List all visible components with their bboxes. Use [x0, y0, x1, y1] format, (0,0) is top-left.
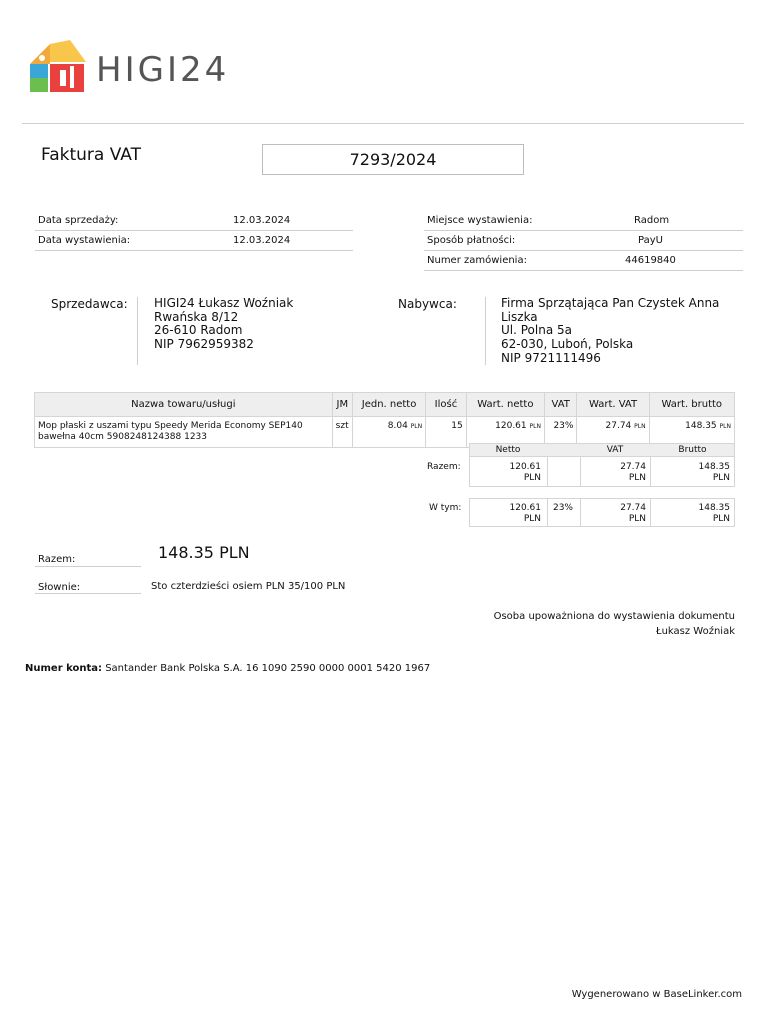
summary-total-net-value: 120.61 [509, 462, 541, 472]
logo-mark-icon [28, 36, 98, 96]
buyer-city: 62-030, Luboń, Polska [501, 337, 634, 352]
col-vat-header: VAT [544, 393, 577, 417]
issue-date-row [35, 231, 353, 251]
item-name: Mop płaski z uszami typu Speedy Merida Economy SEP140 bawełna 40cm 5908248124388 1233 [35, 417, 333, 448]
payment-method-value: PayU [638, 235, 663, 246]
header-divider [22, 123, 744, 124]
summary-breakdown-label: W tym: [429, 503, 462, 513]
seller-street: Rwańska 8/12 [154, 309, 239, 324]
currency-label: PLN [712, 514, 730, 524]
currency-label: PLN [523, 473, 541, 483]
currency-label: PLN [634, 423, 646, 430]
summary-total-gross [650, 462, 730, 484]
seller-name: HIGI24 Łukasz Woźniak [154, 296, 294, 310]
logo-wordmark: HIGI24 [96, 50, 230, 90]
summary-total-label: Razem: [427, 462, 461, 472]
bank-account-value: Santander Bank Polska S.A. 16 1090 2590 0000 0001 5420 1967 [105, 663, 431, 674]
buyer-name: Firma Sprzątająca Pan Czystek Anna [501, 296, 720, 310]
item-vat-value: 27.74 [605, 421, 632, 431]
total-underline [35, 566, 141, 567]
buyer-divider [485, 297, 486, 365]
cell-divider [547, 457, 548, 487]
summary-breakdown-vat-value: 27.74 [620, 503, 646, 513]
issue-date-label: Data wystawienia: [38, 235, 131, 246]
order-number-row [424, 251, 743, 271]
summary-total-net [469, 462, 541, 484]
item-unit: szt [332, 417, 352, 448]
buyer-street: Ul. Polna 5a [501, 323, 572, 338]
col-gross-header: Wart. brutto [649, 393, 734, 417]
payment-method-row [424, 231, 743, 251]
summary-total-vat [580, 462, 646, 484]
item-gross: 148.35 [685, 421, 717, 431]
document-title: Faktura VAT [41, 145, 141, 165]
in-words-underline [35, 593, 141, 594]
currency-label: PLN [529, 423, 541, 430]
in-words-label: Słownie: [38, 582, 81, 593]
seller-address [154, 297, 293, 352]
summary-total-vat-value: 27.74 [620, 462, 646, 472]
bank-account-label: Numer konta: [25, 663, 103, 674]
sale-date-value: 12.03.2024 [233, 215, 291, 226]
authorized-name: Łukasz Woźniak [655, 626, 735, 637]
issue-place-row [424, 211, 743, 231]
issue-place-value: Radom [634, 215, 670, 226]
seller-nip: NIP 7962959382 [154, 337, 254, 352]
buyer-label: Nabywca: [398, 297, 457, 311]
buyer-address [501, 297, 731, 366]
sale-date-row [35, 211, 353, 231]
summary-vat-header: VAT [606, 445, 624, 455]
cell-divider [547, 498, 548, 527]
buyer-name-cont: Liszka [501, 309, 538, 324]
col-qty-header: Ilość [426, 393, 467, 417]
item-vat: 23% [544, 417, 577, 448]
generated-by: Wygenerowano w BaseLinker.com [571, 989, 742, 1000]
col-net-header: Wart. netto [466, 393, 544, 417]
items-table [34, 392, 735, 448]
summary-breakdown-net [469, 503, 541, 525]
bank-account [25, 663, 430, 674]
col-vat-value-header: Wart. VAT [577, 393, 649, 417]
total-label: Razem: [38, 554, 76, 565]
currency-label: PLN [523, 514, 541, 524]
seller-label: Sprzedawca: [51, 297, 128, 311]
item-unit-net-cell [352, 417, 425, 448]
seller-city: 26-610 Radom [154, 323, 243, 338]
currency-label: PLN [628, 473, 646, 483]
payment-method-label: Sposób płatności: [427, 235, 516, 246]
summary-total-gross-value: 148.35 [698, 462, 730, 472]
col-unit-net-header: Jedn. netto [352, 393, 425, 417]
summary-gross-header: Brutto [678, 445, 707, 455]
summary-breakdown-net-value: 120.61 [509, 503, 541, 513]
summary-breakdown-rate: 23% [552, 503, 573, 513]
authorized-person [494, 609, 735, 639]
currency-label: PLN [410, 423, 423, 430]
item-net: 120.61 [495, 421, 527, 431]
in-words-value: Sto czterdzieści osiem PLN 35/100 PLN [151, 581, 346, 592]
invoice-number: 7293/2024 [262, 144, 524, 175]
currency-label: PLN [712, 473, 730, 483]
summary-breakdown-gross-value: 148.35 [698, 503, 730, 513]
authorized-caption: Osoba upoważniona do wystawienia dokumentu [493, 611, 735, 622]
summary-net-header: Netto [495, 445, 521, 455]
currency-label: PLN [719, 423, 731, 430]
item-unit-net: 8.04 [387, 421, 408, 431]
item-qty: 15 [426, 417, 467, 448]
currency-label: PLN [628, 514, 646, 524]
items-header-row [35, 393, 735, 417]
col-unit-header: JM [332, 393, 352, 417]
order-number-value: 44619840 [625, 255, 676, 266]
total-amount: 148.35 PLN [158, 543, 250, 562]
buyer-nip: NIP 9721111496 [501, 350, 601, 365]
summary-breakdown-vat [580, 503, 646, 525]
order-number-label: Numer zamówienia: [427, 255, 527, 266]
issue-date-value: 12.03.2024 [233, 235, 291, 246]
summary-breakdown-gross [650, 503, 730, 525]
issue-place-label: Miejsce wystawienia: [427, 215, 533, 226]
col-name-header: Nazwa towaru/usługi [35, 393, 333, 417]
sale-date-label: Data sprzedaży: [38, 215, 119, 226]
seller-divider [137, 297, 138, 365]
